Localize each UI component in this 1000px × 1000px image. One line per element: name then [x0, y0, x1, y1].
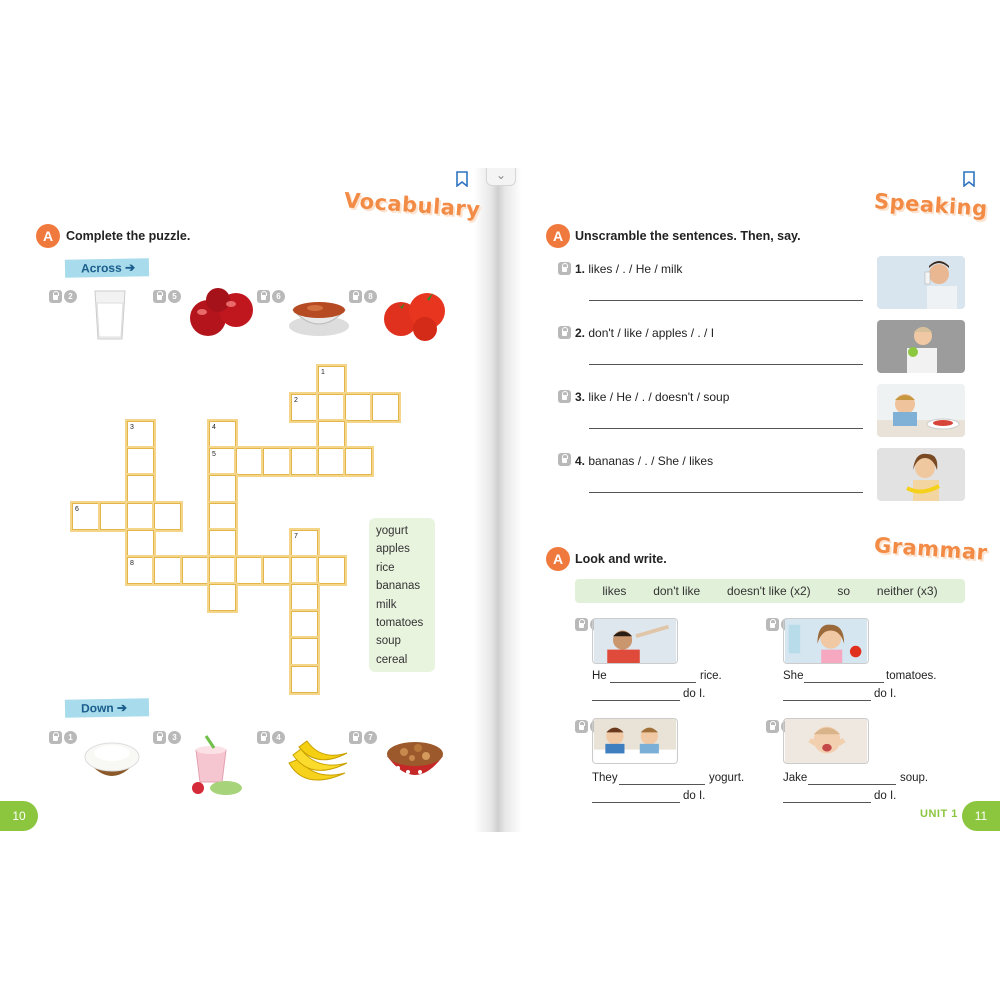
lock-icon[interactable]: 2: [49, 290, 77, 303]
grammar-2-line1-end: tomatoes.: [886, 670, 937, 682]
crossword-cell[interactable]: [127, 503, 154, 530]
crossword-cell[interactable]: [154, 503, 181, 530]
word-bank-item: yogurt: [376, 525, 408, 537]
page-number-right: 11: [962, 801, 1000, 831]
crossword-cell[interactable]: [345, 448, 372, 475]
crossword-cell[interactable]: [127, 475, 154, 502]
grammar-4-line2-end: do I.: [874, 790, 897, 802]
clue-number: 5: [212, 451, 216, 458]
instruction-text: Unscramble the sentences. Then, say.: [575, 229, 801, 243]
bookmark-icon[interactable]: [456, 171, 468, 187]
kids-eating-yogurt-photo: [592, 718, 678, 764]
crossword-cell[interactable]: [291, 584, 318, 611]
crossword-cell[interactable]: [318, 394, 345, 421]
grammar-4-line1-end: soup.: [900, 772, 929, 784]
word-bank-item: soup: [376, 635, 401, 648]
section-a-badge: A: [546, 224, 570, 248]
girl-eating-banana-photo: [877, 448, 965, 501]
instruction-text: Look and write.: [575, 552, 667, 566]
boy-disgusted-soup-photo: [783, 718, 869, 764]
grammar-word: don't like: [653, 584, 701, 598]
crossword-cell[interactable]: [291, 666, 318, 693]
apples-image: [188, 286, 256, 338]
crossword-cell[interactable]: [100, 503, 127, 530]
word-bank-item: rice: [376, 561, 395, 574]
answer-line[interactable]: [592, 700, 680, 701]
tomatoes-image: [381, 285, 447, 341]
answer-line[interactable]: [592, 802, 680, 803]
grammar-4-line1-start: Jake: [783, 772, 808, 784]
grammar-word: so: [837, 584, 851, 598]
unit-logo: UNIT 1: [920, 808, 958, 820]
crossword-cell[interactable]: [209, 584, 236, 611]
crossword-cell[interactable]: [209, 475, 236, 502]
vocabulary-title: Vocabulary: [343, 188, 482, 222]
crossword-cell[interactable]: [291, 611, 318, 638]
book-spine: [474, 168, 522, 832]
clue-number: 1: [321, 369, 325, 376]
crossword-cell[interactable]: [345, 394, 372, 421]
lock-icon[interactable]: 4: [257, 731, 285, 744]
crossword-cell[interactable]: [127, 530, 154, 557]
grammar-3-line1-start: They: [592, 772, 618, 784]
crossword-cell[interactable]: [291, 448, 318, 475]
crossword-cell[interactable]: [209, 557, 236, 584]
question-3: 3. like / He / . / doesn't / soup: [575, 390, 730, 404]
crossword-cell[interactable]: [182, 557, 209, 584]
grammar-3-line2-end: do I.: [683, 790, 706, 802]
word-bank-item: milk: [376, 598, 397, 611]
lock-icon[interactable]: 1: [49, 731, 77, 744]
lock-icon[interactable]: [558, 326, 571, 339]
grammar-1-line1-start: He: [592, 670, 607, 682]
answer-line[interactable]: [808, 784, 896, 785]
section-a-badge: A: [546, 547, 570, 571]
grammar-1-line2-end: do I.: [683, 688, 706, 700]
answer-line[interactable]: [589, 428, 863, 429]
boy-with-apple-photo: [877, 320, 965, 373]
crossword-cell[interactable]: [127, 448, 154, 475]
section-a-badge: A: [36, 224, 60, 248]
girl-with-tomatoes-photo: [783, 618, 869, 664]
clue-number: 3: [130, 424, 134, 431]
clue-number: 2: [294, 397, 298, 404]
speaking-title: Speaking: [873, 189, 989, 221]
grammar-2-line2-end: do I.: [874, 688, 897, 700]
question-4: 4. bananas / . / She / likes: [575, 454, 714, 468]
bananas-image: [285, 737, 351, 789]
answer-line[interactable]: [589, 364, 863, 365]
page-number-left: 10: [0, 801, 38, 831]
question-2: 2. don't / like / apples / . / I: [575, 326, 715, 340]
answer-line[interactable]: [610, 682, 696, 683]
lock-icon[interactable]: 6: [257, 290, 285, 303]
answer-line[interactable]: [783, 700, 871, 701]
lock-icon[interactable]: 7: [349, 731, 377, 744]
bookmark-icon[interactable]: [963, 171, 975, 187]
crossword-cell[interactable]: [372, 394, 399, 421]
grammar-title: Grammar: [873, 533, 989, 565]
answer-line[interactable]: [783, 802, 871, 803]
grammar-word: doesn't like (x2): [726, 584, 811, 598]
grammar-word: likes: [602, 584, 627, 598]
lock-icon[interactable]: [558, 262, 571, 275]
grammar-word-bank: [575, 579, 965, 603]
cereal-bowl-image: [384, 736, 446, 786]
answer-line[interactable]: [619, 784, 705, 785]
grammar-3-line1-end: yogurt.: [709, 772, 745, 784]
lock-icon[interactable]: [558, 390, 571, 403]
clue-number: 6: [75, 506, 79, 513]
crossword-cell[interactable]: [291, 638, 318, 665]
crossword-cell[interactable]: [236, 557, 263, 584]
boy-eating-rice-photo: [592, 618, 678, 664]
answer-line[interactable]: [589, 300, 863, 301]
grammar-2-line1-start: She: [783, 670, 804, 682]
word-bank-item: cereal: [376, 653, 408, 666]
word-bank: [369, 518, 435, 672]
boy-drinking-milk-photo: [877, 256, 965, 309]
crossword-cell[interactable]: [318, 557, 345, 584]
down-tag: Down ➔: [65, 698, 149, 717]
instruction-text: Complete the puzzle.: [66, 229, 191, 243]
boy-refusing-soup-photo: [877, 384, 965, 437]
across-tag: Across ➔: [65, 258, 149, 277]
clue-number: 8: [130, 560, 134, 567]
lock-icon[interactable]: 8: [349, 290, 377, 303]
clue-number: 7: [294, 533, 298, 540]
chevron-down-icon[interactable]: ⌄: [486, 168, 516, 186]
lock-icon[interactable]: 5: [153, 290, 181, 303]
lock-icon[interactable]: [558, 453, 571, 466]
rice-bowl-image: [82, 735, 142, 787]
crossword-cell[interactable]: [291, 557, 318, 584]
question-1: 1. likes / . / He / milk: [575, 262, 683, 276]
crossword-cell[interactable]: [209, 503, 236, 530]
word-bank-item: tomatoes: [376, 616, 424, 629]
clue-number: 4: [212, 424, 216, 431]
grammar-1-line1-end: rice.: [700, 670, 722, 682]
crossword-cell[interactable]: [263, 557, 290, 584]
crossword-cell[interactable]: [154, 557, 181, 584]
word-bank-item: bananas: [376, 580, 421, 593]
milk-glass-image: [92, 289, 128, 341]
answer-line[interactable]: [804, 682, 884, 683]
grammar-word: neither (x3): [876, 584, 938, 598]
crossword-cell[interactable]: [236, 448, 263, 475]
word-bank-item: apples: [376, 543, 410, 556]
soup-bowl-image: [287, 292, 351, 338]
answer-line[interactable]: [589, 492, 863, 493]
crossword-cell[interactable]: [263, 448, 290, 475]
crossword-cell[interactable]: [209, 530, 236, 557]
yogurt-image: [186, 732, 244, 798]
crossword-cell[interactable]: [318, 448, 345, 475]
crossword-cell[interactable]: [318, 421, 345, 448]
lock-icon[interactable]: 3: [153, 731, 181, 744]
